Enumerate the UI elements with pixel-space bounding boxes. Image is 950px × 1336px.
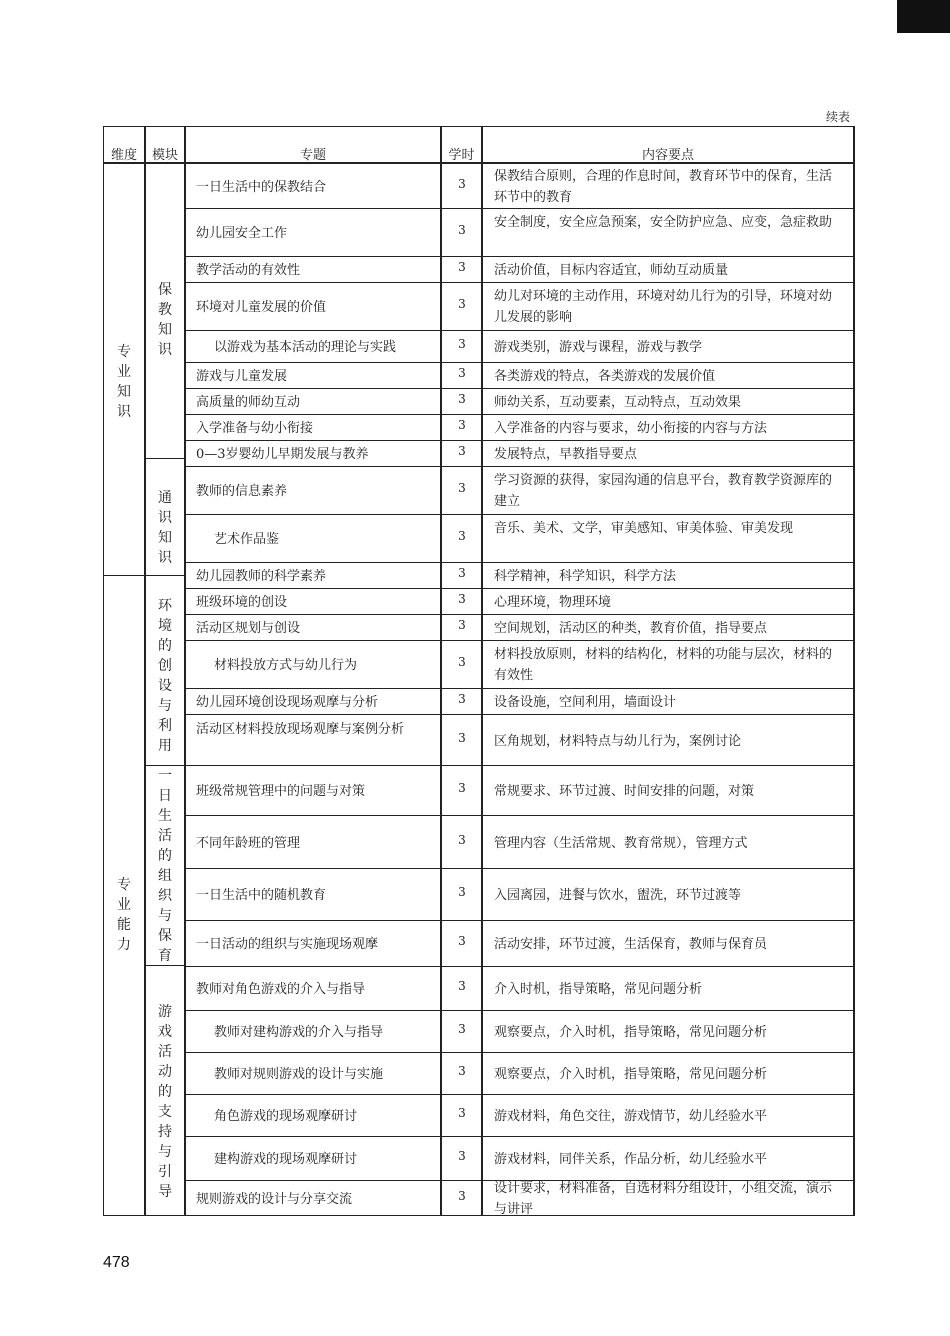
module-general-knowledge: 通 识 知 识 (158, 490, 172, 566)
topic-cell: 不同年龄班的管理 (196, 835, 301, 851)
content-cell: 科学精神，科学知识，科学方法 (494, 569, 677, 584)
row-divider (186, 868, 853, 869)
header-dimension: 维度 (110, 148, 137, 163)
content-cell: 游戏类别，游戏与课程，游戏与教学 (494, 340, 703, 355)
row-divider (186, 765, 853, 766)
row-divider (186, 256, 853, 257)
content-cell: 介入时机，指导策略，常见问题分析 (494, 982, 703, 997)
hours-cell: 3 (458, 1022, 466, 1036)
topic-cell: 0—3岁婴幼儿早期发展与教养 (196, 447, 369, 462)
hours-cell: 3 (458, 1149, 466, 1163)
hours-cell: 3 (458, 260, 466, 274)
content-cell: 常规要求、环节过渡、时间安排的问题，对策 (494, 784, 755, 799)
row-divider (186, 1052, 853, 1053)
hours-cell: 3 (458, 781, 466, 795)
module-game-support: 游 戏 活 动 的 支 持 与 引 导 (158, 1004, 172, 1200)
hours-cell: 3 (458, 444, 466, 458)
dimension-professional-knowledge: 专 业 知 识 (117, 344, 131, 420)
content-cell: 心理环境，物理环境 (494, 595, 612, 610)
topic-cell: 艺术作品鉴 (214, 532, 280, 547)
hours-cell: 3 (458, 692, 466, 706)
content-cell: 观察要点，介入时机，指导策略，常见问题分析 (494, 1067, 768, 1082)
topic-cell: 一日生活中的保教结合 (196, 180, 327, 195)
hours-cell: 3 (458, 177, 466, 191)
topic-cell: 一日活动的组织与实施现场观摩 (196, 937, 379, 952)
topic-cell: 教师的信息素养 (196, 484, 288, 499)
hours-cell: 3 (458, 418, 466, 432)
header-content: 内容要点 (641, 148, 694, 163)
hours-cell: 3 (458, 1188, 466, 1203)
topic-cell: 活动区材料投放现场观摩与案例分析 (196, 721, 405, 737)
row-divider (186, 362, 853, 363)
topic-cell: 教师对角色游戏的介入与指导 (196, 982, 366, 997)
topic-cell: 教学活动的有效性 (196, 263, 301, 278)
hours-cell: 3 (458, 885, 466, 899)
content-cell: 保教结合原则，合理的作息时间，教育环节中的保育，生活环节中的教育 (494, 169, 833, 205)
content-cell: 安全制度，安全应急预案，安全防护应急、应变，急症救助 (494, 215, 833, 230)
module-divider-1 (145, 458, 185, 459)
module-daily-life-organization: 一 日 生 活 的 组 织 与 保 育 (158, 768, 172, 964)
topic-cell: 建构游戏的现场观摩研讨 (214, 1152, 358, 1167)
content-cell: 各类游戏的特点，各类游戏的发展价值 (494, 369, 716, 384)
content-cell: 学习资源的获得，家园沟通的信息平台，教育教学资源库的建立 (494, 473, 833, 509)
row-divider (186, 1136, 853, 1137)
topic-cell: 班级环境的创设 (196, 595, 288, 610)
content-cell: 游戏材料，同伴关系，作品分析，幼儿经验水平 (494, 1152, 768, 1167)
row-divider (186, 414, 853, 415)
row-divider (186, 282, 853, 283)
content-cell: 区角规划，材料特点与幼儿行为，案例讨论 (494, 733, 742, 749)
row-divider (186, 440, 853, 441)
row-divider (186, 688, 853, 689)
topic-cell: 幼儿园教师的科学素养 (196, 569, 327, 584)
hours-cell: 3 (458, 1106, 466, 1120)
row-divider (186, 640, 853, 641)
row-divider (186, 388, 853, 389)
hours-cell: 3 (458, 592, 466, 606)
content-cell: 发展特点，早教指导要点 (494, 447, 638, 462)
content-cell: 管理内容（生活常规、教育常规），管理方式 (494, 835, 748, 851)
hours-cell: 3 (458, 1064, 466, 1078)
topic-cell: 一日生活中的随机教育 (196, 888, 327, 903)
hours-cell: 3 (458, 832, 466, 847)
hours-cell: 3 (458, 481, 466, 495)
topic-cell: 以游戏为基本活动的理论与实践 (214, 340, 397, 355)
row-divider (186, 208, 853, 209)
topic-cell: 高质量的师幼互动 (196, 395, 301, 410)
row-divider (186, 466, 853, 467)
hours-cell: 3 (458, 730, 466, 745)
content-cell: 设备设施，空间利用，墙面设计 (494, 695, 677, 710)
hours-cell: 3 (458, 979, 466, 993)
row-divider (186, 514, 853, 515)
hours-cell: 3 (458, 529, 466, 543)
content-cell: 空间规划，活动区的种类，教育价值，指导要点 (494, 621, 768, 636)
hours-cell: 3 (458, 223, 466, 237)
content-cell: 材料投放原则，材料的结构化，材料的功能与层次，材料的有效性 (494, 647, 833, 683)
row-divider (186, 815, 853, 816)
dimension-professional-ability: 专 业 能 力 (117, 877, 131, 953)
topic-cell: 幼儿园安全工作 (196, 226, 288, 241)
row-divider (186, 588, 853, 589)
topic-cell: 幼儿园环境创设现场观摩与分析 (196, 695, 379, 710)
row-divider (186, 330, 853, 331)
topic-cell: 教师对建构游戏的介入与指导 (214, 1025, 384, 1040)
topic-cell: 环境对儿童发展的价值 (196, 300, 327, 315)
table-top-border (103, 126, 855, 127)
content-cell: 游戏材料，角色交往，游戏情节，幼儿经验水平 (494, 1109, 768, 1124)
row-divider (186, 966, 853, 967)
table-left-border (103, 126, 104, 1216)
hours-cell: 3 (458, 392, 466, 406)
page-number: 478 (103, 1254, 130, 1271)
topic-cell: 材料投放方式与幼儿行为 (214, 658, 358, 673)
content-cell: 观察要点，介入时机，指导策略，常见问题分析 (494, 1025, 768, 1040)
row-divider (186, 562, 853, 563)
hours-cell: 3 (458, 366, 466, 380)
header-topic: 专题 (299, 148, 326, 163)
topic-cell: 入学准备与幼小衔接 (196, 421, 314, 436)
module-care-education-knowledge: 保 教 知 识 (158, 282, 172, 358)
content-cell: 幼儿对环境的主动作用，环境对幼儿行为的引导，环境对幼儿发展的影响 (494, 289, 833, 325)
content-cell: 师幼关系，互动要素，互动特点，互动效果 (494, 395, 742, 410)
corner-black-tab (897, 0, 950, 33)
row-divider (186, 614, 853, 615)
topic-cell: 角色游戏的现场观摩研讨 (214, 1109, 358, 1124)
content-cell: 活动价值，目标内容适宜，师幼互动质量 (494, 263, 729, 278)
topic-cell: 游戏与儿童发展 (196, 369, 288, 384)
content-cell: 设计要求，材料准备，自选材料分组设计，小组交流，演示与讲评 (494, 1180, 833, 1217)
hours-cell: 3 (458, 297, 466, 311)
module-environment-creation: 环 境 的 创 设 与 利 用 (158, 598, 172, 754)
table-right-border (853, 126, 855, 1216)
row-divider (186, 920, 853, 921)
row-divider (186, 1010, 853, 1011)
content-cell: 活动安排，环节过渡，生活保育，教师与保育员 (494, 937, 768, 952)
topic-cell: 班级常规管理中的问题与对策 (196, 784, 366, 799)
content-cell: 音乐、美术、文学，审美感知、审美体验、审美发现 (494, 521, 794, 536)
header-hours: 学时 (448, 148, 475, 163)
hours-cell: 3 (458, 566, 466, 580)
hours-cell: 3 (458, 337, 466, 351)
hours-cell: 3 (458, 655, 466, 669)
hours-cell: 3 (458, 934, 466, 948)
row-divider (186, 714, 853, 715)
topic-cell: 规则游戏的设计与分享交流 (196, 1191, 353, 1207)
topic-cell: 教师对规则游戏的设计与实施 (214, 1067, 384, 1082)
continued-label: 续表 (826, 110, 851, 124)
header-module: 模块 (151, 148, 178, 163)
content-cell: 入园离园，进餐与饮水，盥洗，环节过渡等 (494, 888, 742, 903)
topic-cell: 活动区规划与创设 (196, 621, 301, 636)
row-divider (186, 1094, 853, 1095)
hours-cell: 3 (458, 618, 466, 632)
content-cell: 入学准备的内容与要求，幼小衔接的内容与方法 (494, 421, 768, 436)
